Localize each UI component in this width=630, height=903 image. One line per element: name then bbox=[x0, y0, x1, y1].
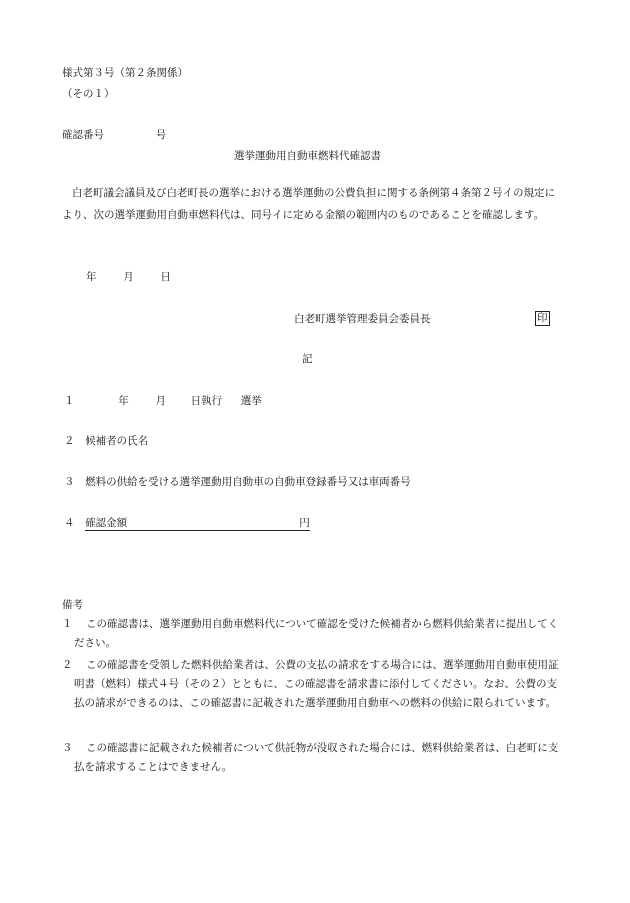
seal-label: 印 bbox=[537, 312, 548, 324]
remark-1 bbox=[62, 615, 562, 653]
item-1-election: 選挙 bbox=[240, 395, 262, 407]
remark-3-number: ３ bbox=[62, 742, 73, 754]
item-1-number: １ bbox=[64, 395, 75, 407]
document-title: 選挙運動用自動車燃料代確認書 bbox=[234, 150, 381, 162]
item-2-number: ２ bbox=[64, 435, 75, 447]
item-2-label: 候補者の氏名 bbox=[85, 435, 149, 447]
form-label: 様式第３号（第２条関係） bbox=[62, 67, 188, 79]
sub-label: （その１） bbox=[62, 88, 115, 100]
date-month: 月 bbox=[123, 271, 134, 283]
item-3-label: 燃料の供給を受ける選挙運動用自動車の自動車登録番号又は車両番号 bbox=[85, 476, 411, 488]
item-4-label: 確認金額 bbox=[85, 517, 128, 529]
item-3 bbox=[64, 475, 411, 489]
remark-2-number: ２ bbox=[62, 659, 73, 671]
confirmation-number-label: 確認番号 bbox=[62, 129, 104, 141]
item-1 bbox=[64, 394, 262, 408]
issuer-name: 白老町選挙管理委員会委員長 bbox=[294, 313, 431, 325]
seal-mark bbox=[535, 311, 550, 326]
remark-2 bbox=[62, 656, 562, 713]
confirmation-number bbox=[62, 128, 166, 142]
item-2 bbox=[64, 434, 148, 448]
remark-1-number: １ bbox=[62, 618, 73, 630]
remark-2-text: この確認書を受領した燃料供給業者は、公費の支払の請求をする場合には、選挙運動用自動車使用証明書（燃料）様式４号（その２）とともに、この確認書を請求書に添付してください。なお、公費の支払の請求ができるのは、この確認書に記載された選挙運動用自動車への燃料の供給に限られています。 bbox=[74, 659, 559, 709]
remark-3-text: この確認書に記載された候補者について供託物が没収された場合には、燃料供給業者は、白老町に支払を請求することはできません。 bbox=[74, 742, 559, 773]
remarks-heading: 備考 bbox=[62, 599, 83, 611]
remark-3 bbox=[62, 739, 562, 777]
item-1-month: 月 bbox=[155, 395, 166, 407]
confirmation-number-suffix: 号 bbox=[155, 129, 167, 141]
date-line bbox=[86, 270, 171, 284]
item-4-unit: 円 bbox=[299, 517, 310, 529]
remark-1-text: この確認書は、選挙運動用自動車燃料代について確認を受けた候補者から燃料供給業者に提出してください。 bbox=[74, 618, 559, 649]
item-3-number: ３ bbox=[64, 476, 75, 488]
date-day: 日 bbox=[160, 271, 171, 283]
item-1-date-exec: 日執行 bbox=[190, 395, 223, 407]
confirmed-amount-field bbox=[85, 516, 310, 531]
item-1-year: 年 bbox=[118, 395, 129, 407]
date-year: 年 bbox=[86, 271, 97, 283]
ki-label: 記 bbox=[302, 353, 313, 365]
item-4 bbox=[64, 516, 310, 531]
body-paragraph: 白老町議会議員及び白老町長の選挙における選挙運動の公費負担に関する条例第４条第２号イの規定により、次の選挙運動用自動車燃料代は、同号イに定める金額の範囲内のものであることを確認します。 bbox=[62, 187, 555, 221]
item-4-number: ４ bbox=[64, 517, 75, 529]
